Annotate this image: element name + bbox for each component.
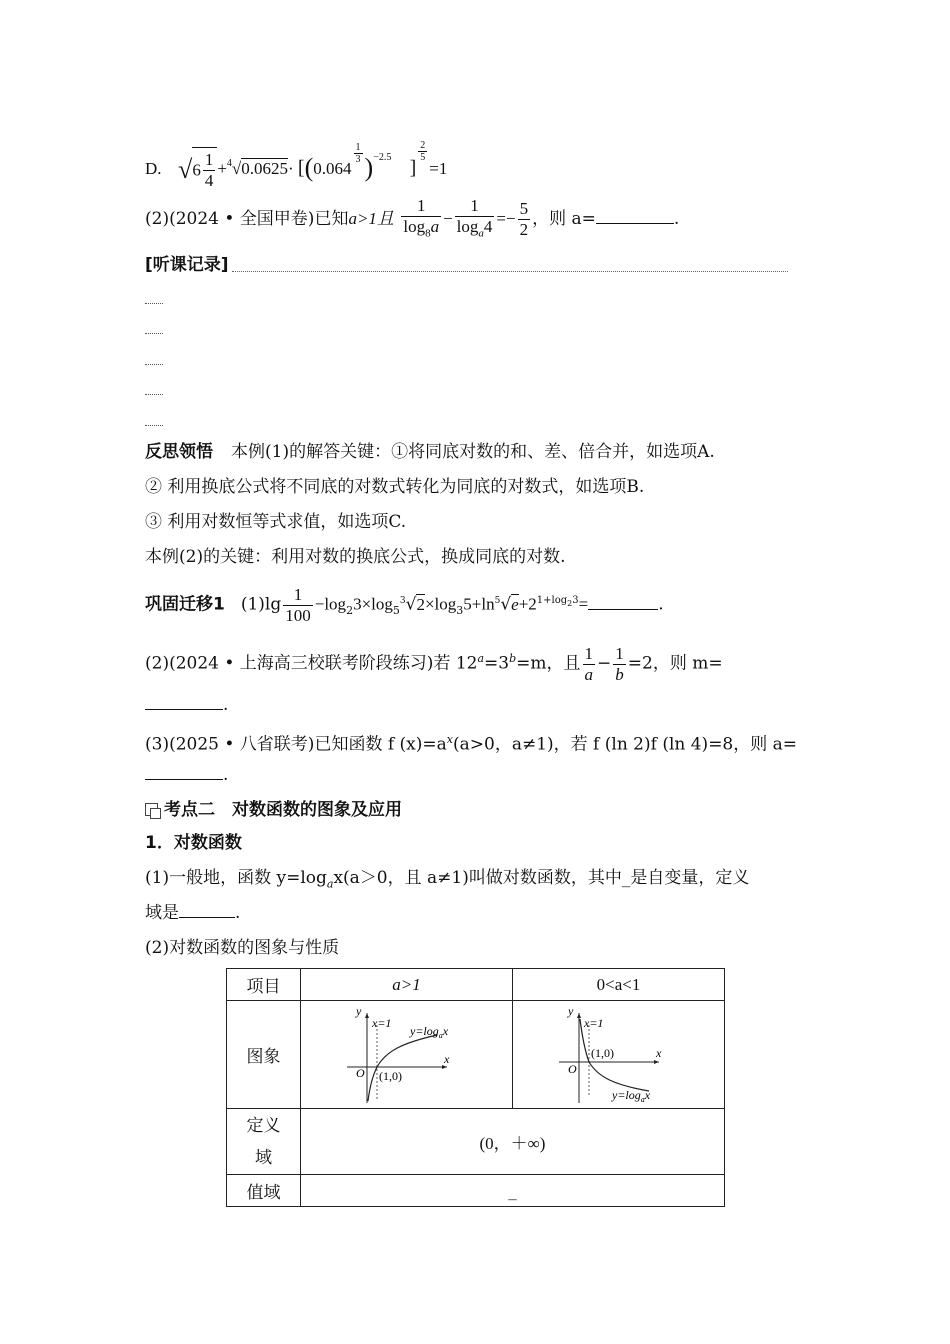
table-row <box>227 1109 725 1175</box>
p1-answer-blank[interactable] <box>588 595 658 610</box>
cube-root-icon: √ <box>405 594 417 615</box>
row-label: 值域 <box>227 1175 301 1207</box>
q2-tail: ，则 a= <box>532 209 596 230</box>
table-row <box>227 969 725 1001</box>
notes-line[interactable] <box>145 364 163 365</box>
curve-label: $y=\log_ax$ <box>409 1023 448 1040</box>
reflection-line-1 <box>145 441 715 463</box>
p2-fraction-a: $\frac{1}{a}$ <box>584 643 594 684</box>
fifth-root-icon: √ <box>500 594 512 615</box>
q2-minus: − <box>443 209 453 229</box>
x-label: x <box>443 1051 449 1066</box>
root4-radical-icon: √ <box>231 159 242 178</box>
q2-fraction-3: $\frac{5}{2}$ <box>519 199 529 240</box>
p1-fraction: $\frac{1}{100}$ <box>285 584 311 625</box>
practice-q3-answer: . <box>145 764 228 786</box>
notes-line[interactable] <box>145 333 163 334</box>
practice-q2-answer: . <box>145 694 228 716</box>
reflection-line-2: ② 利用换底公式将不同底的对数式转化为同底的对数式，如选项B. <box>145 477 645 497</box>
notes-title: [听课记录] <box>145 255 229 275</box>
table-row <box>227 1175 725 1207</box>
graph-a-gt-1 <box>342 1005 472 1105</box>
paren-left-icon: ( <box>304 153 314 182</box>
notes-line[interactable] <box>145 303 163 304</box>
q2-fraction-2: $\frac{1}{\log_a4}$ <box>455 196 495 243</box>
definition-line-2: 域是 . <box>145 903 241 923</box>
bracket-right-icon: ] <box>409 157 417 179</box>
y-label: y <box>567 1004 573 1018</box>
row-label: 定义 域 <box>227 1109 301 1175</box>
graph-cell-a-lt-1 <box>513 1001 725 1109</box>
table-row <box>227 1001 725 1109</box>
outer-exponent: −2.5 <box>373 152 392 163</box>
equals-one: =1 <box>429 159 448 178</box>
base-value: 0.064 <box>313 159 352 178</box>
final-exponent: $\frac{2}{5}$ <box>420 140 426 163</box>
reflection-line-3: ③ 利用对数恒等式求值，如选项C. <box>145 512 407 532</box>
practice-title: 巩固迁移1 <box>145 594 225 615</box>
q2-fraction-1: $\frac{1}{\log_8a}$ <box>401 196 441 243</box>
row-label: 图象 <box>227 1001 301 1109</box>
bracket-left-icon: [ <box>297 157 305 179</box>
option-d <box>145 140 447 191</box>
p1-lg: (1)lg <box>240 594 282 615</box>
practice-q3: (3)(2025 • 八省联考)已知函数 f $(x)=a^x(a>0$，a≠1)，若 f (ln 2)f (ln 4)=8，则 a= <box>145 733 798 755</box>
y-arrow-icon <box>577 1013 581 1018</box>
paren-right-icon: ) <box>364 153 374 182</box>
p2-fraction-b: $\frac{1}{b}$ <box>615 643 624 684</box>
range-value[interactable]: _ <box>301 1175 725 1207</box>
graph-cell-a-gt-1 <box>301 1001 513 1109</box>
dot-sign: · <box>288 159 294 178</box>
domain-value: (0，＋∞) <box>301 1109 725 1175</box>
point-label: (1,0) <box>378 1068 402 1083</box>
radicand: 0.0625 <box>241 159 288 178</box>
domain-blank[interactable] <box>179 903 235 918</box>
section-title: 考点二 对数函数的图象及应用 <box>145 799 402 821</box>
item-1: 1．对数函数 <box>145 833 242 853</box>
reflection-line-4: 本例(2)的关键：利用对数的换底公式，换成同底的对数. <box>145 547 566 567</box>
practice-q1: 巩固迁移1 (1)lg $\frac{1}{100}$ $-\log_23\times\log_5^3√2\times\log_35+\ln^5√e+2^{1+log_23}=$ . <box>145 584 664 625</box>
log-function-table <box>226 968 725 1207</box>
inner-exponent: $\frac{1}{3}$ <box>355 142 361 165</box>
y-label: y <box>355 1004 361 1018</box>
header-cell: a>1 <box>301 969 513 1001</box>
q2-prefix: (2)(2024 • 全国甲卷)已知 <box>145 209 349 230</box>
option-d-label: D. <box>145 159 162 178</box>
mixed-int: 6 <box>192 160 201 180</box>
notes-line[interactable] <box>232 271 788 272</box>
mixed-fraction: $\frac{1}{4}$ <box>204 149 214 190</box>
x-label: x <box>655 1045 661 1060</box>
origin-label: O <box>567 1061 577 1076</box>
graph-a-lt-1 <box>554 1005 684 1105</box>
q2-equals: =− <box>496 209 516 229</box>
header-cell: 项目 <box>227 969 301 1001</box>
q2-answer-blank[interactable] <box>596 209 674 224</box>
reflection-text-1: 本例(1)的解答关键：①将同底对数的和、差、倍合并，如选项A. <box>231 442 715 462</box>
header-cell: 0<a<1 <box>513 969 725 1001</box>
notes-line[interactable] <box>145 394 163 395</box>
y-arrow-icon <box>365 1013 369 1018</box>
x-arrow-icon <box>654 1060 659 1064</box>
p3-answer-blank[interactable] <box>145 765 223 780</box>
practice-q2: (2)(2024 • 上海高三校联考阶段练习)若 $12^a=3^b=m$，且 $\frac{1}{a}$ − $\frac{1}{b}$ =2，则 m= <box>145 643 723 684</box>
curve-label: $y=\log_ax$ <box>611 1087 650 1104</box>
line-label: x=1 <box>371 1015 391 1030</box>
q2-condition: a>1且 <box>348 209 394 229</box>
origin-label: O <box>355 1065 365 1080</box>
log-curve <box>368 1035 437 1101</box>
item-2: (2)对数函数的图象与性质 <box>145 938 340 958</box>
definition-line-1: (1)一般地，函数 $y=\log_ax(a>0$，且 a≠1)叫做对数函数，其中_是自变量，定义 <box>145 868 750 891</box>
plus-sign: + <box>217 159 227 178</box>
point-label: (1,0) <box>590 1045 614 1060</box>
section-square-icon <box>145 803 158 816</box>
question-2 <box>145 196 679 243</box>
q2-end: . <box>673 209 680 230</box>
line-label: x=1 <box>583 1015 603 1030</box>
root-index: 4 <box>226 158 232 169</box>
reflection-title: 反思领悟 <box>145 442 213 462</box>
sqrt-radical-icon: √ <box>178 155 193 185</box>
p2-answer-blank[interactable] <box>145 695 223 710</box>
notes-line[interactable] <box>145 425 163 426</box>
